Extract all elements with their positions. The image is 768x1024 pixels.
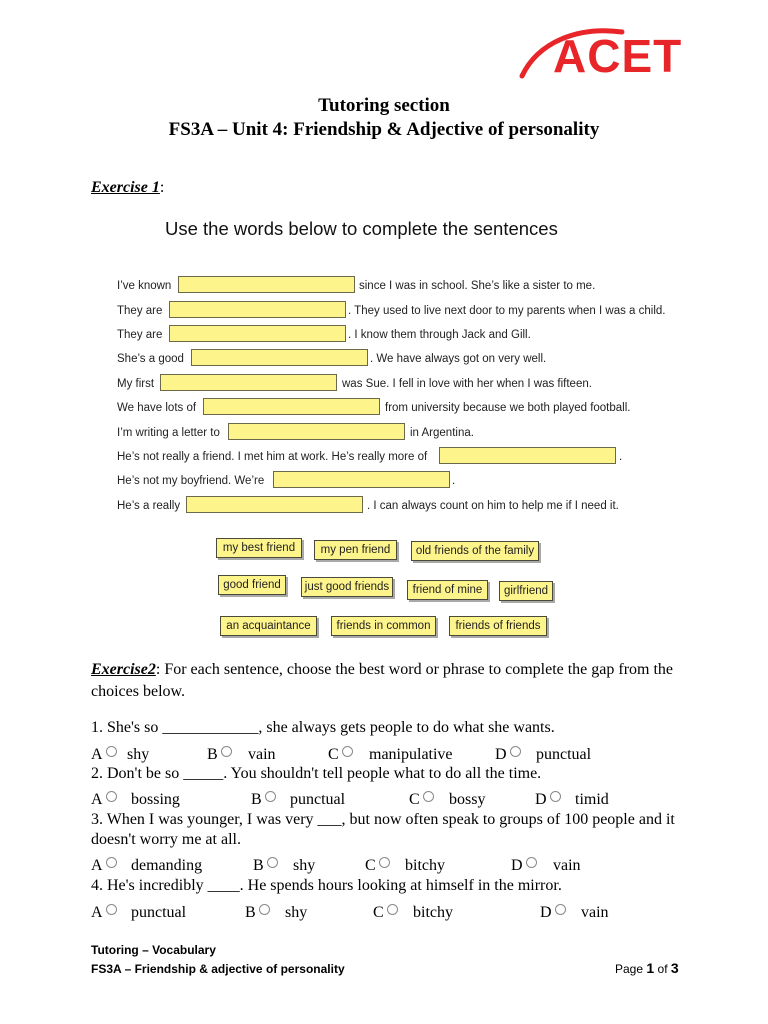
option-2c-label: bossy (449, 791, 486, 808)
word-chip[interactable]: good friend (218, 575, 286, 595)
radio-button-icon[interactable] (379, 857, 390, 868)
option-1d-label: punctual (536, 746, 592, 763)
sentence-8-blank[interactable] (439, 447, 616, 464)
sentence-7-after: in Argentina. (410, 427, 474, 439)
word-chip[interactable]: friends of friends (449, 616, 547, 636)
option-2d[interactable]: D (535, 790, 561, 810)
radio-button-icon[interactable] (106, 791, 117, 802)
footer-line-1: Tutoring – Vocabulary (91, 943, 216, 957)
option-2c[interactable]: C (409, 790, 434, 810)
sentence-1-before: I’ve known (117, 280, 172, 292)
radio-button-icon[interactable] (106, 904, 117, 915)
option-4c[interactable]: C (373, 903, 398, 923)
sentence-1-after: since I was in school. She’s like a sister to me. (359, 280, 596, 292)
exercise2-label: Exercise2 (91, 661, 156, 678)
option-4a[interactable]: A (91, 903, 117, 923)
radio-button-icon[interactable] (423, 791, 434, 802)
option-2b[interactable]: B (251, 790, 276, 810)
option-1b[interactable]: B (207, 745, 232, 765)
sentence-8-after: . (619, 451, 623, 463)
sentence-6-blank[interactable] (203, 398, 380, 415)
radio-button-icon[interactable] (555, 904, 566, 915)
option-4b[interactable]: B (245, 903, 270, 923)
sentence-4-blank[interactable] (191, 349, 368, 366)
sentence-3-before: They are (117, 329, 163, 341)
radio-button-icon[interactable] (265, 791, 276, 802)
option-3a-label: demanding (131, 857, 203, 874)
sentence-10-blank[interactable] (186, 496, 363, 513)
option-4b-label: shy (285, 904, 308, 921)
option-2a[interactable]: A (91, 790, 117, 810)
option-3d[interactable]: D (511, 856, 537, 876)
sentence-5-blank[interactable] (160, 374, 337, 391)
word-chip[interactable]: an acquaintance (220, 616, 317, 636)
question-3: 3. When I was younger, I was very ___, but now often speak to groups of 100 people and it doesn't worry me at all. (91, 811, 675, 848)
option-4d[interactable]: D (540, 903, 566, 923)
option-3c-label: bitchy (405, 857, 445, 874)
word-chip[interactable]: girlfriend (499, 581, 553, 601)
option-2b-label: punctual (290, 791, 346, 808)
option-3c[interactable]: C (365, 856, 390, 876)
sentence-9-blank[interactable] (273, 471, 450, 488)
exercise1-instruction: Use the words below to complete the sentences (165, 218, 558, 239)
radio-button-icon[interactable] (267, 857, 278, 868)
option-1c[interactable]: C (328, 745, 353, 765)
option-3a[interactable]: A (91, 856, 117, 876)
sentence-2-before: They are (117, 305, 163, 317)
word-chip[interactable]: friend of mine (407, 580, 488, 600)
sentence-4-after: . We have always got on very well. (370, 353, 547, 365)
sentence-6-after: from university because we both played football. (385, 402, 631, 414)
option-4a-label: punctual (131, 904, 187, 921)
sentence-3-blank[interactable] (169, 325, 346, 342)
option-1b-label: vain (248, 746, 276, 763)
sentence-7-blank[interactable] (228, 423, 405, 440)
sentence-5-after: was Sue. I fell in love with her when I was fifteen. (342, 378, 592, 390)
sentence-10-before: He’s a really (117, 500, 181, 512)
sentence-2-after: . They used to live next door to my parents when I was a child. (348, 305, 666, 317)
option-1a-label: shy (127, 746, 150, 763)
sentence-8-before: He’s not really a friend. I met him at work. He’s really more of (117, 451, 428, 463)
exercise1-heading: Exercise 1: (91, 179, 165, 196)
footer-line-2: FS3A – Friendship & adjective of personality (91, 962, 345, 976)
option-4c-label: bitchy (413, 904, 453, 921)
radio-button-icon[interactable] (221, 746, 232, 757)
radio-button-icon[interactable] (526, 857, 537, 868)
option-1a[interactable]: A (91, 745, 117, 765)
question-1: 1. She's so ____________, she always gets people to do what she wants. (91, 719, 555, 736)
option-4d-label: vain (581, 904, 609, 921)
sentence-2-blank[interactable] (169, 301, 346, 318)
exercise2-heading (91, 659, 691, 703)
radio-button-icon[interactable] (259, 904, 270, 915)
option-2d-label: timid (575, 791, 609, 808)
sentence-5-before: My first (117, 378, 155, 390)
word-chip[interactable]: friends in common (331, 616, 436, 636)
option-3d-label: vain (553, 857, 581, 874)
document-title: Tutoring section (318, 95, 450, 116)
radio-button-icon[interactable] (106, 857, 117, 868)
question-2: 2. Don't be so _____. You shouldn't tell people what to do all the time. (91, 765, 542, 782)
option-3b[interactable]: B (253, 856, 278, 876)
word-chip[interactable]: my best friend (216, 538, 302, 558)
radio-button-icon[interactable] (510, 746, 521, 757)
sentence-3-after: . I know them through Jack and Gill. (348, 329, 531, 341)
radio-button-icon[interactable] (106, 746, 117, 757)
option-2a-label: bossing (131, 791, 180, 808)
sentence-6-before: We have lots of (117, 402, 197, 414)
exercise2-instruction: : For each sentence, choose the best word or phrase to complete the gap from the choices below. (91, 661, 674, 700)
word-chip[interactable]: my pen friend (314, 540, 397, 560)
sentence-4-before: She’s a good (117, 353, 184, 365)
radio-button-icon[interactable] (550, 791, 561, 802)
sentence-9-before: He’s not my boyfriend. We’re (117, 475, 265, 487)
exercise1-label: Exercise 1 (91, 179, 160, 196)
acet-logo: ACET (553, 30, 683, 82)
sentence-10-after: . I can always count on him to help me if I need it. (367, 500, 619, 512)
radio-button-icon[interactable] (387, 904, 398, 915)
question-4: 4. He's incredibly ____. He spends hours looking at himself in the mirror. (91, 877, 562, 894)
word-chip[interactable]: just good friends (301, 577, 393, 597)
option-1c-label: manipulative (369, 746, 453, 763)
sentence-9-after: . (452, 475, 456, 487)
option-3b-label: shy (293, 857, 316, 874)
option-1d[interactable]: D (495, 745, 521, 765)
document-subtitle: FS3A – Unit 4: Friendship & Adjective of personality (168, 119, 600, 140)
sentence-7-before: I’m writing a letter to (117, 427, 220, 439)
sentence-1-blank[interactable] (178, 276, 355, 293)
page-number: Page 1 of 3 (615, 960, 679, 976)
radio-button-icon[interactable] (342, 746, 353, 757)
word-chip[interactable]: old friends of the family (411, 541, 539, 561)
